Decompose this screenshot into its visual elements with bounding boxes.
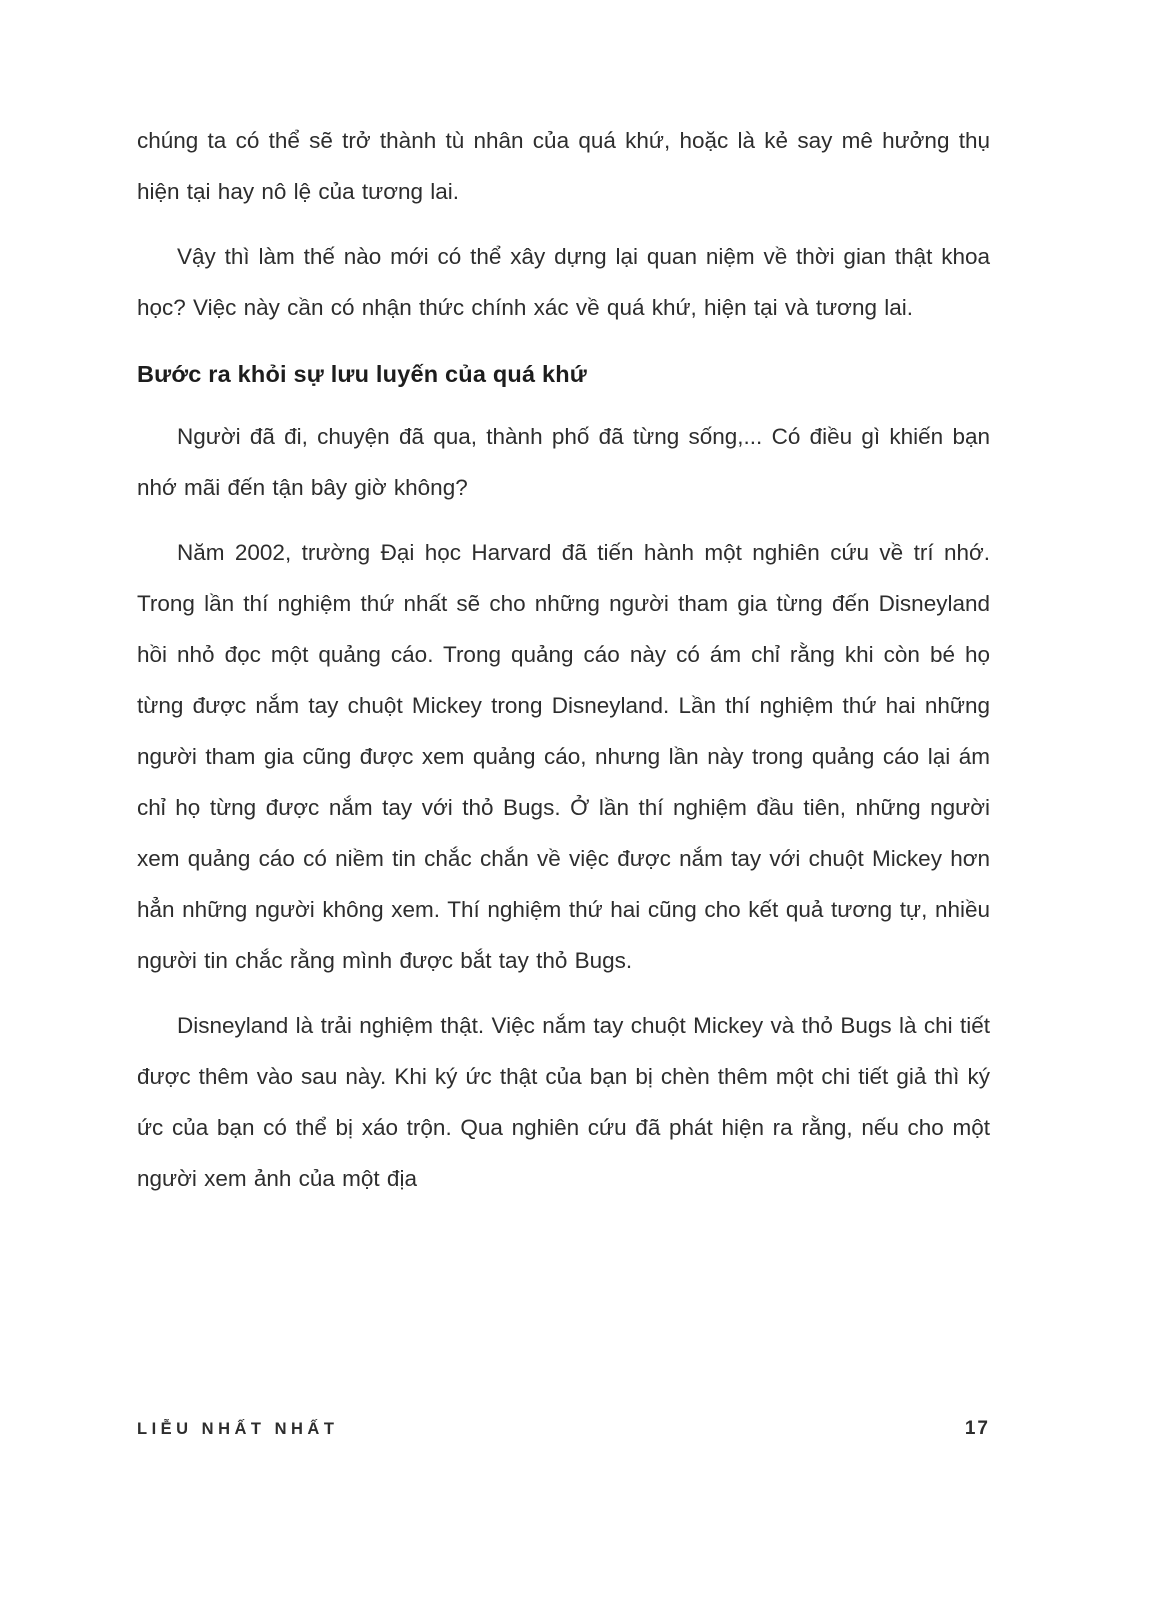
footer-book-title: LIỄU NHẤT NHẤT: [137, 1420, 339, 1438]
paragraph-harvard-study: Năm 2002, trường Đại học Harvard đã tiến hành một nghiên cứu về trí nhớ. Trong lần thí nghiệm thứ nhất sẽ cho những người tham gia từng đến Disneyland hồi nhỏ đọc một quảng cáo. Trong quảng cáo này có ám chỉ rằng khi còn bé họ từng được nắm tay chuột Mickey trong Disneyland. Lần thí nghiệm thứ hai những người tham gia cũng được xem quảng cáo, nhưng lần này trong quảng cáo lại ám chỉ họ từng được nắm tay với thỏ Bugs. Ở lần thí nghiệm đầu tiên, những người xem quảng cáo có niềm tin chắc chắn về việc được nắm tay với chuột Mickey hơn hẳn những người không xem. Thí nghiệm thứ hai cũng cho kết quả tương tự, nhiều người tin chắc rằng mình được bắt tay thỏ Bugs.: [137, 540, 990, 973]
section-heading: Bước ra khỏi sự lưu luyến của quá khứ: [137, 361, 587, 387]
paragraph-time-concept: Vậy thì làm thế nào mới có thể xây dựng lại quan niệm về thời gian thật khoa học? Việc này cần có nhận thức chính xác về quá khứ, hiện tại và tương lai.: [137, 244, 990, 320]
paragraph-question: Người đã đi, chuyện đã qua, thành phố đã từng sống,... Có điều gì khiến bạn nhớ mãi đến tận bây giờ không?: [137, 424, 990, 500]
page-body-text: [137, 115, 990, 1204]
page-footer: [137, 1418, 990, 1440]
paragraph-disneyland-conclusion: Disneyland là trải nghiệm thật. Việc nắm tay chuột Mickey và thỏ Bugs là chi tiết được thêm vào sau này. Khi ký ức thật của bạn bị chèn thêm một chi tiết giả thì ký ức của bạn có thể bị xáo trộn. Qua nghiên cứu đã phát hiện ra rằng, nếu cho một người xem ảnh của một địa: [137, 1013, 990, 1191]
paragraph-continuation: chúng ta có thể sẽ trở thành tù nhân của quá khứ, hoặc là kẻ say mê hưởng thụ hiện tại hay nô lệ của tương lai.: [137, 128, 990, 204]
footer-page-number: 17: [964, 1418, 990, 1439]
